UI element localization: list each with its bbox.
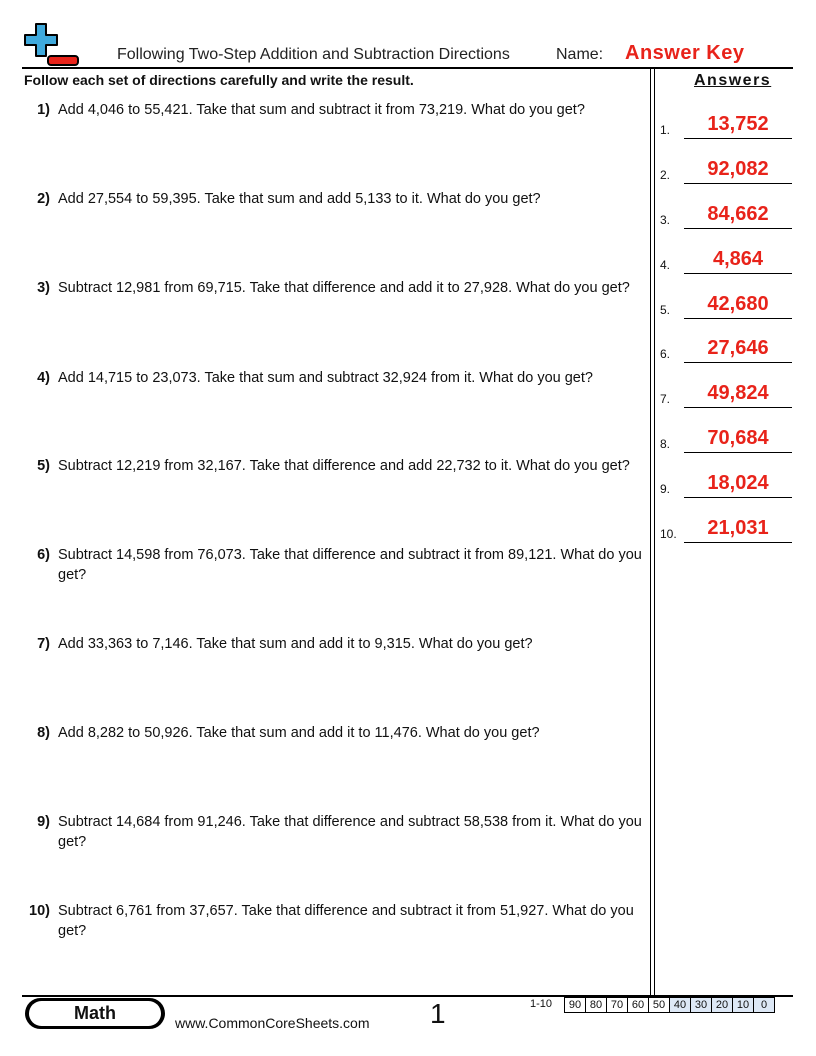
- question-number: 4): [37, 370, 50, 386]
- answer-row-2: [660, 154, 792, 184]
- answer-line: [684, 228, 792, 229]
- answer-number: 8.: [660, 437, 671, 451]
- question-text: Add 14,715 to 23,073. Take that sum and subtract 32,924 from it. What do you get?: [58, 370, 593, 386]
- question-4: [24, 368, 650, 388]
- answer-value: 4,864: [712, 248, 764, 270]
- question-number: 3): [37, 280, 50, 296]
- answer-value: 92,082: [707, 158, 769, 180]
- answer-line: [684, 497, 792, 498]
- answer-value: 49,824: [707, 382, 769, 404]
- answer-key-label: Answer Key: [625, 42, 745, 64]
- score-cell: 70: [607, 998, 628, 1013]
- answer-number: 4.: [660, 258, 671, 272]
- score-table: [564, 997, 775, 1013]
- question-number: 9): [37, 814, 50, 830]
- question-number: 7): [37, 636, 50, 652]
- question-6: [24, 545, 650, 585]
- column-divider-right: [654, 68, 655, 997]
- question-text: Subtract 14,598 from 76,073. Take that difference and subtract it from 89,121. What do you get?: [58, 547, 642, 583]
- answer-number: 7.: [660, 392, 671, 406]
- answer-value: 21,031: [707, 517, 769, 539]
- question-7: [24, 634, 650, 654]
- question-text: Add 33,363 to 7,146. Take that sum and add it to 9,315. What do you get?: [58, 636, 533, 652]
- question-text: Subtract 12,981 from 69,715. Take that difference and add it to 27,928. What do you get?: [58, 280, 630, 296]
- score-cell: 10: [733, 998, 754, 1013]
- answer-value: 13,752: [707, 113, 769, 135]
- answer-row-1: [660, 109, 792, 139]
- answer-number: 1.: [660, 123, 671, 137]
- score-cell: 40: [670, 998, 691, 1013]
- name-label: Name:: [556, 46, 604, 63]
- answer-value: 70,684: [707, 427, 769, 449]
- question-number: 5): [37, 458, 50, 474]
- answer-row-8: [660, 423, 792, 453]
- answer-line: [684, 138, 792, 139]
- score-cell: 80: [586, 998, 607, 1013]
- answer-number: 9.: [660, 482, 671, 496]
- answer-row-9: [660, 468, 792, 498]
- question-number: 2): [37, 191, 50, 207]
- question-text: Subtract 14,684 from 91,246. Take that difference and subtract 58,538 from it. What do you get?: [58, 814, 642, 850]
- question-number: 10): [29, 903, 50, 919]
- answer-line: [684, 273, 792, 274]
- question-2: [24, 189, 650, 209]
- score-cell: 20: [712, 998, 733, 1013]
- answer-value: 27,646: [707, 337, 769, 359]
- score-cell: 0: [754, 998, 775, 1013]
- answer-row-10: [660, 513, 792, 543]
- question-text: Add 8,282 to 50,926. Take that sum and add it to 11,476. What do you get?: [58, 725, 540, 741]
- answer-number: 2.: [660, 168, 671, 182]
- answer-value: 18,024: [707, 472, 769, 494]
- answers-heading: Answers: [694, 72, 772, 89]
- subject-label: Math: [29, 1001, 161, 1026]
- answer-row-4: [660, 244, 792, 274]
- question-text: Add 4,046 to 55,421. Take that sum and subtract it from 73,219. What do you get?: [58, 102, 585, 118]
- answer-row-5: [660, 289, 792, 319]
- question-text: Add 27,554 to 59,395. Take that sum and add 5,133 to it. What do you get?: [58, 191, 541, 207]
- score-cell: 30: [691, 998, 712, 1013]
- page-number: 1: [430, 998, 446, 1029]
- answer-number: 3.: [660, 213, 671, 227]
- answer-number: 6.: [660, 347, 671, 361]
- score-range-label: 1-10: [530, 998, 553, 1010]
- score-cell: 90: [565, 998, 586, 1013]
- answer-row-7: [660, 378, 792, 408]
- question-text: Subtract 6,761 from 37,657. Take that difference and subtract it from 51,927. What do you get?: [58, 903, 634, 939]
- answer-line: [684, 407, 792, 408]
- answer-row-3: [660, 199, 792, 229]
- question-9: [24, 812, 650, 852]
- subject-badge: [25, 998, 165, 1029]
- question-1: [24, 100, 650, 120]
- header-divider: [22, 67, 793, 69]
- answer-line: [684, 318, 792, 319]
- answer-number: 10.: [660, 527, 677, 541]
- score-cell: 50: [649, 998, 670, 1013]
- question-text: Subtract 12,219 from 32,167. Take that difference and add 22,732 to it. What do you get?: [58, 458, 630, 474]
- question-8: [24, 723, 650, 743]
- question-number: 8): [37, 725, 50, 741]
- question-3: [24, 278, 650, 298]
- answer-line: [684, 362, 792, 363]
- question-number: 6): [37, 547, 50, 563]
- answer-value: 84,662: [707, 203, 769, 225]
- instructions: Follow each set of directions carefully and write the result.: [24, 72, 414, 88]
- question-10: [24, 901, 650, 941]
- plus-minus-logo-icon: [22, 22, 80, 68]
- question-number: 1): [37, 102, 50, 118]
- score-cell: 60: [628, 998, 649, 1013]
- answer-row-6: [660, 333, 792, 363]
- answer-line: [684, 183, 792, 184]
- website-url: www.CommonCoreSheets.com: [175, 1015, 370, 1031]
- answer-line: [684, 542, 792, 543]
- answer-line: [684, 452, 792, 453]
- worksheet-title: Following Two-Step Addition and Subtraction Directions: [117, 46, 510, 63]
- answer-number: 5.: [660, 303, 671, 317]
- question-5: [24, 456, 650, 476]
- answer-value: 42,680: [707, 293, 769, 315]
